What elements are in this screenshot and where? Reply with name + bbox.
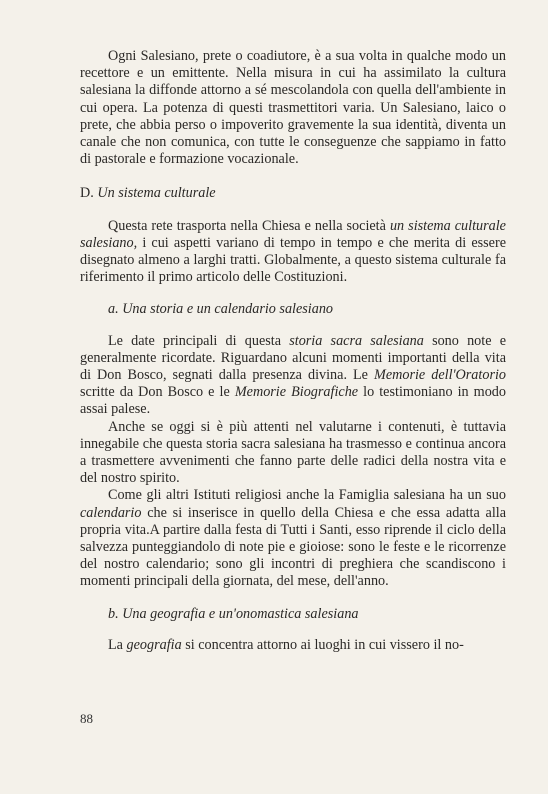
emphasis: geografia: [126, 636, 182, 653]
text-run: scritte da Don Bosco e le: [80, 384, 235, 401]
text-run: La: [108, 636, 127, 653]
emphasis: un sistema culturale salesiano,: [80, 217, 506, 251]
text-run: che si inserisce in quello della Chiesa e che essa adatta alla propria vita.A partire dalla festa di Tutti i Santi, esso riprende il ciclo della salvezza punteggiandolo di note pie e gioiose: sono le feste e le ricorrenze del nostro calendario; sono gli incontri di preghiera che scandiscono i momenti principali della giornata, del mese, dell'anno.: [80, 504, 506, 590]
section-letter: D.: [80, 185, 94, 202]
emphasis: Memorie Biografiche: [234, 384, 359, 401]
text-run: Questa rete trasporta nella Chiesa e nella società: [108, 217, 390, 234]
paragraph-anche: Anche se oggi si è più attenti nel valutarne i contenuti, è tuttavia innegabile che questa storia sacra salesiana ha trasmesso e continua ancora a trasmettere avvenimenti che fanno parte delle radici della nostra vita e del nostro spirito.: [80, 418, 506, 487]
paragraph-rete: [80, 218, 506, 287]
paragraph-recettore: Ogni Salesiano, prete o coadiutore, è a sua volta in qualche modo un recettore e un emittente. Nella misura in cui ha assimilato la cultura salesiana la diffonde attorno a sé mescolandola con quella dell'ambiente in cui opera. La potenza di questi trasmettitori varia. Un Salesiano, laico o prete, che abbia perso o impoverito gravemente la sua identità, diventa un canale che non comunica, con tutte le conseguenze che sappiamo in fatto di pastorale e formazione vocazionale.: [80, 48, 506, 168]
paragraph-calendario: [80, 487, 506, 590]
emphasis: storia sacra salesiana: [289, 332, 424, 349]
text-run: Le date principali di questa: [108, 332, 290, 349]
subsection-heading-a: a. Una storia e un calendario salesiano: [108, 301, 334, 318]
text-run: sono note e generalmente ricordate. Riguardano alcuni momenti importanti della vita di Don Bosco, segnati dalla presenza divina. Le: [80, 332, 506, 384]
text-run: i cui aspetti variano di tempo in tempo e che merita di essere disegnato almeno a larghi tratti. Globalmente, a questo sistema culturale fa riferimento il primo articolo delle Costituzioni.: [80, 234, 506, 286]
paragraph-geografia: [80, 637, 506, 654]
emphasis: calendario: [80, 504, 142, 521]
page-body: [80, 48, 506, 654]
emphasis: Memorie dell'Oratorio: [374, 367, 506, 384]
text-run: si concentra attorno ai luoghi in cui vissero il no-: [181, 636, 464, 653]
text-run: lo testimoniano in modo assai palese.: [80, 384, 506, 418]
section-title: Un sistema culturale: [97, 185, 216, 202]
section-heading-d: [80, 185, 506, 202]
subsection-heading-b: b. Una geografia e un'onomastica salesiana: [108, 605, 359, 622]
text-run: Come gli altri Istituti religiosi anche la Famiglia salesiana ha un suo: [108, 487, 506, 504]
page-number: 88: [80, 711, 93, 726]
paragraph-date: [80, 333, 506, 419]
